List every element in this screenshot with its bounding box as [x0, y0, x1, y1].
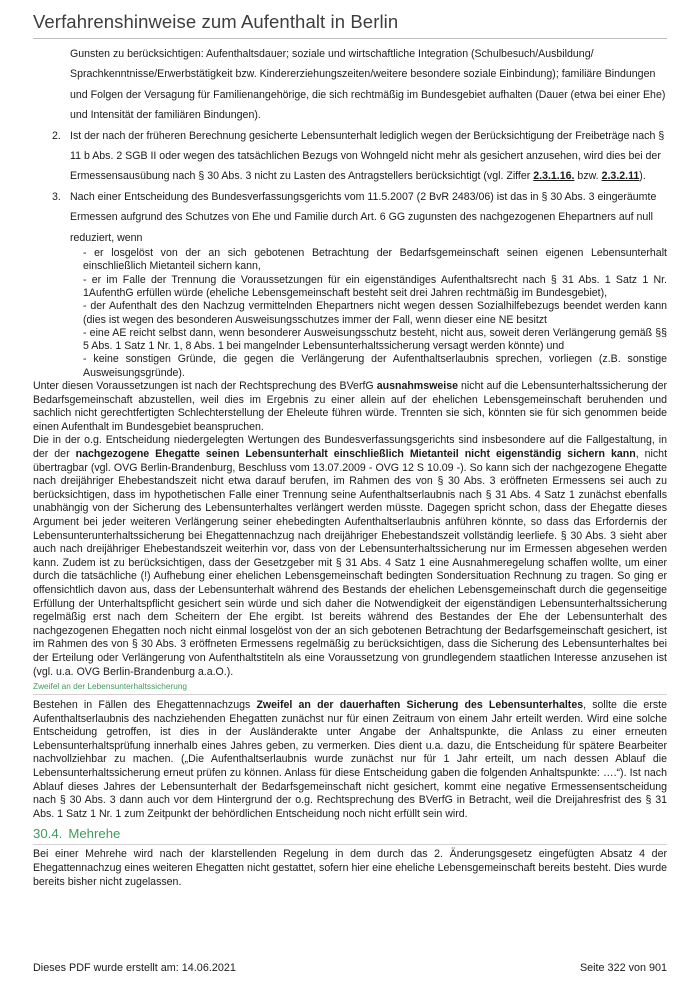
page-footer [33, 962, 667, 974]
list-number: 3. [52, 190, 61, 203]
intro-continuation: Gunsten zu berücksichtigen: Aufenthaltsdauer; soziale und wirtschaftliche Integration (Schulbesuch/Ausbildung/ Sprachkenntnisse/Erwerbstätigkeit bzw. Kindererziehungszeiten/weitere besondere soziale Einbindung); familiäre Bindungen und Folgen der Versagung für Familienangehörige, die sich rechtmäßig im Bundesgebiet aufhalten (Dauer (etwa bei einer Ehe) und Intensität der familiären Bindungen). [70, 48, 666, 122]
numbered-list [33, 126, 667, 248]
condition-item: - er im Falle der Trennung die Voraussetzungen für ein eigenständiges Aufenthaltsrecht nach § 31 Abs. 1 Satz 1 Nr. 1AufenthG erfüllen würde (eheliche Lebensgemeinschaft besteht seit drei Jahren rechtmäßig im Bundesgebiet), [83, 273, 667, 299]
condition-item: - der Aufenthalt des den Nachzug vermittelnden Ehepartners nicht wegen dessen Sozialhilfebezugs beendet werden kann (dies ist wegen des besonderen Ausweisungsschutzes immer der Fall, wenn dieser eine NE besitzt [83, 300, 667, 326]
emphasis: ausnahmsweise [376, 380, 458, 393]
text-run: Die in der o.g. Entscheidung niedergelegten Wertungen des Bundesverfassungsgerichts sind insbesondere auf die Fallgestaltung, in der der [33, 434, 667, 460]
text-run: , sollte die erste Aufenthaltserlaubnis des nachziehenden Ehegatten zunächst nur für einen Zeitraum von einem Jahr erteilt werden. Wird eine solche Entscheidung getroffen, ist dies in der Ausländerakte unter Angabe der Anhaltspunkte, die Anlass zu einer erneuten Lebensunterhaltsprüfung innerhalb eines Jahres geben, zu vermerken. Dies dient u.a. dazu, die Entscheidung für spätere Bearbeiter nachvollziehbar zu machen. („Die Aufenthaltserlaubnis wurde zunächst nur für 1 Jahr erteilt, um nach dessen Ablauf die Lebensunterhaltssicherung erneut prüfen zu können. Anlass für diese Entscheidung gaben die folgenden Anhaltspunkte: ….“). Ist nach Ablauf dieses Jahres der Lebensunterhalt der Bedarfsgemeinschaft nicht gesichert, kommt eine negative Ermessensentscheidung nach § 30 Abs. 3 dann auch vor dem Hintergrund der o.g. Rechtsprechung des BVerfG in Betracht, weil die Dreijahresfrist des § 31 Abs. 1 Satz 1 Nr. 1 zum Zeitpunkt der behördlichen Entscheidung noch nicht erfüllt sein wird. [33, 699, 667, 820]
list-item-text-mid: bzw. [574, 170, 602, 183]
list-item-text-end: ). [639, 170, 646, 183]
document-body [33, 44, 667, 889]
ziffer-link-2-3-2-11[interactable]: 2.3.2.11 [601, 170, 640, 183]
page-title: Verfahrenshinweise zum Aufenthalt in Berlin [33, 11, 399, 32]
condition-item: - eine AE reicht selbst dann, wenn besonderer Ausweisungsschutz besteht, nicht aus, soweit deren Verlängerung gemäß §§ 5 Abs. 1 Satz 1 Nr. 1, 8 Abs. 1 bei mangelnder Lebensunterhaltssicherung versagt werden könnte) und [83, 326, 667, 353]
subheading-zweifel: Zweifel an der Lebensunterhaltssicherung [33, 680, 667, 695]
section-title: Mehrehe [68, 826, 121, 842]
paragraph-ausnahmsweise [33, 380, 667, 434]
list-number: 2. [52, 129, 61, 142]
paragraph-zweifel [33, 699, 667, 821]
emphasis: nachgezogene Ehegatte seinen Lebensunterhalt einschließlich Mietanteil nicht eigenständig sichern kann [75, 448, 636, 460]
list-item-3 [33, 187, 667, 248]
list-item-text: Ist der nach der früheren Berechnung gesicherte Lebensunterhalt lediglich wegen der Berücksichtigung der Freibeträge nach § 11 b Abs. 2 SGB II oder wegen des tatsächlichen Bezugs von Wohngeld nicht mehr als gesichert anzusehen, wird dies bei der Ermessensausübung nach § 30 Abs. 3 nicht zu Lasten des Antragstellers berücksichtigt (vgl. Ziffer [70, 129, 665, 183]
list-item-text: Nach einer Entscheidung des Bundesverfassungsgerichts vom 11.5.2007 (2 BvR 2483/06) ist das in § 30 Abs. 3 eingeräumte Ermessen aufgrund des Schutzes von Ehe und Familie durch Art. 6 GG zugunsten des nachgezogenen Ehepartners auf null reduziert, wenn [70, 190, 657, 244]
list-item-2 [33, 126, 667, 187]
section-heading-30-4 [33, 825, 667, 845]
text-run: , nicht übertragbar (vgl. OVG Berlin-Brandenburg, Beschluss vom 13.07.2009 - OVG 12 S 10.09 -). So kann sich der nachgezogene Ehegatte nach dreijähriger Ehebestandszeit nicht etwa darauf berufen, im Rahmen des von § 30 Abs. 3 eröffneten Ermessens sei auch zu berücksichtigen, dass im hypothetischen Falle einer Trennung seine Aufenthaltserlaubnis nach § 31 Abs. 4 Satz 1 zunächst ebenfalls unabhängig von der Sicherung des Lebensunterhaltes verlängert werden müsste. Dagegen spricht schon, dass der Ehegatte dieses Argument bei jeder weiteren Verlängerung seiner ehebedingten Aufenthaltserlaubnis anführen könnte, so dass das Erfordernis der Lebensunterunterhaltssicherung bei Ehegattennachzug nach dreijähriger Ehebestandszeit vollständig leerliefe. § 30 Abs. 3 sieht aber auch nach dreijähriger Ehebestandszeit weiterhin vor, dass von der Lebensunterhaltssicherung nur im Ermessen abgesehen werden kann. Zudem ist zu berücksichtigen, dass der Gesetzgeber mit § 31 Abs. 4 Satz 1 eine Ausnahmeregelung schaffen wollte, um einer durch die tatsächliche (!) Aufhebung einer ehelichen Lebensgemeinschaft bedingten Sondersituation Rechnung zu tragen. So ging er offensichtlich davon aus, dass der Lebensunterhalt während des Bestands der ehelichen Lebensgemeinschaft durch die gegenseitige Erfüllung der Unterhaltspflicht gesichert sein würde und sich daher die Notwendigkeit der eigenständigen Lebensunterhaltssicherung regelmäßig erst nach dem Scheitern der Ehe ergibt. Ist bereits während des Bestandes der Ehe der Lebensunterhalt des nachgezogenen Ehegatten noch nicht einmal losgelöst von der an sich gebotenen Betrachtung der Bedarfsgemeinschaft gesichert, ist im Rahmen des von § 30 Abs. 3 eröffneten Ermessens regelmäßig zu berücksichtigen, dass die Sicherung des Lebensunterhaltes bei der Erteilung oder Verlängerung von Aufenthaltstiteln als eine Voraussetzung von grundlegendem staatlichen Interesse anzusehen ist (vgl. u.a. OVG Berlin-Brandenburg a.a.O.). [33, 448, 668, 678]
text-run: nicht auf die Lebensunterhaltssicherung der Bedarfsgemeinschaft abzustellen, weil dies im Ergebnis zu einer allein auf der ehelichen Lebensgemeinschaft beruhenden und sachlich nicht gerechtfertigten Schlechterstellung der Eheleute führen würde. Trennten sie sich, könnten sie für sich genommen beide einen Aufenthalt im Bundesgebiet beanspruchen. [33, 380, 668, 433]
emphasis: Zweifel an der dauerhaften Sicherung des Lebensunterhaltes [256, 699, 584, 712]
ziffer-link-2-3-1-16[interactable]: 2.3.1.16. [533, 170, 575, 183]
paragraph-bverfg-wertungen [33, 434, 667, 679]
text-run: Unter diesen Voraussetzungen ist nach der Rechtsprechung des BVerfG [33, 380, 377, 393]
condition-item: - keine sonstigen Gründe, die gegen die Verlängerung der Aufenthaltserlaubnis sprechen, vorliegen (z.B. sonstige Ausweisungsgründe). [83, 353, 667, 379]
page-header [33, 9, 667, 39]
page-number: Seite 322 von 901 [579, 962, 667, 974]
created-date: Dieses PDF wurde erstellt am: 14.06.2021 [33, 962, 236, 974]
condition-item: - er losgelöst von der an sich gebotenen Betrachtung der Bedarfsgemeinschaft seinen eigenen Lebensunterhalt einschließlich Mietanteil sichern kann, [83, 247, 667, 273]
paragraph-mehrehe: Bei einer Mehrehe wird nach der klarstellenden Regelung in dem durch das 2. Änderungsgesetz eingefügten Absatz 4 der Ehegattennachzug eines weiteren Ehegatten nicht gestattet, sofern hier eine eheliche Lebensgemeinschaft bereits besteht. Dies wurde bereits bisher nicht zugelassen. [33, 848, 667, 888]
text-run: Bestehen in Fällen des Ehegattennachzugs [33, 699, 257, 712]
condition-list [33, 247, 667, 380]
section-number: 30.4. [33, 826, 63, 842]
